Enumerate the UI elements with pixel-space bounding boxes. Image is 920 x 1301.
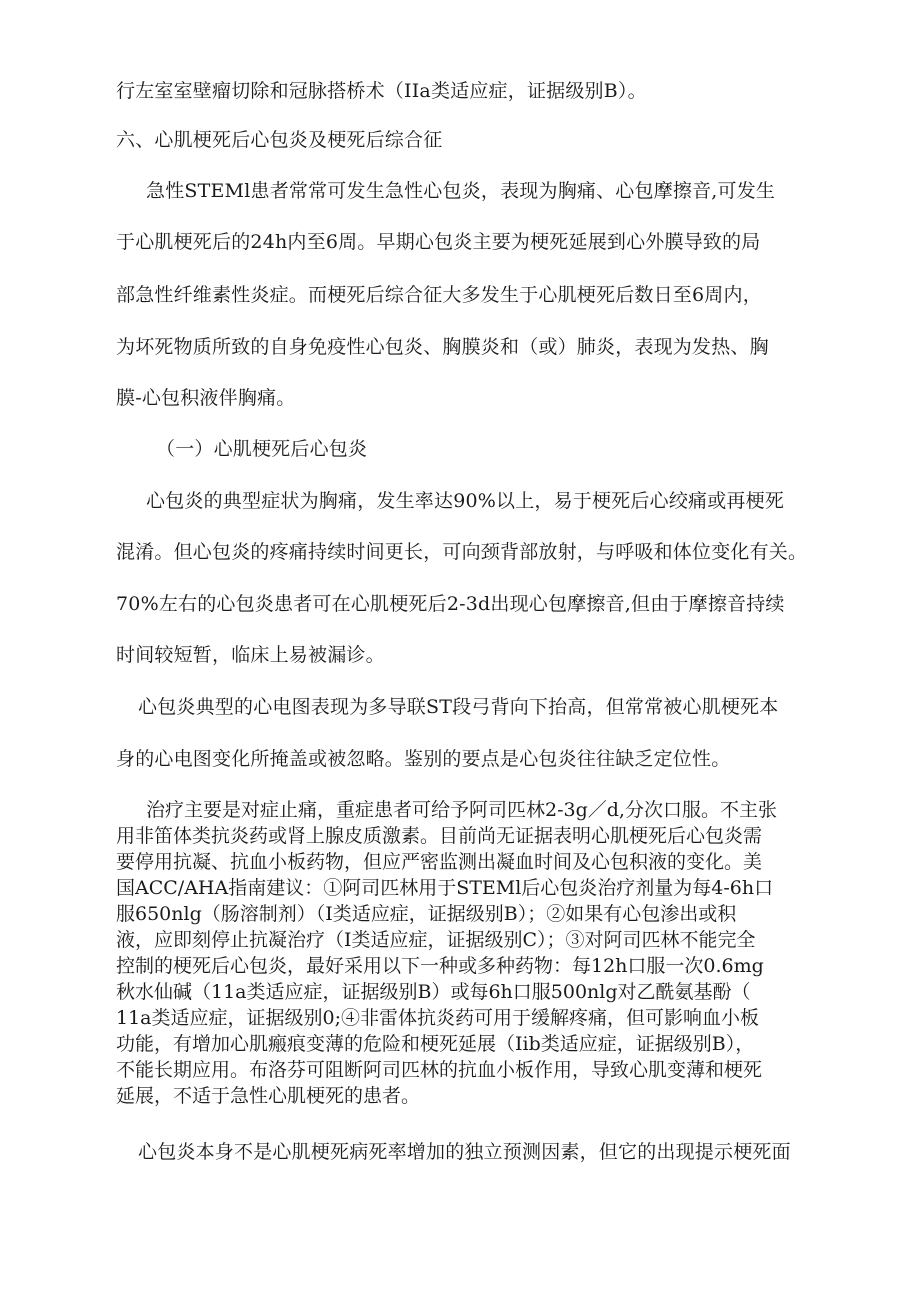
text-line: 时间较短暂，临床上易被漏诊。 bbox=[116, 644, 385, 666]
text-line: 延展，不适于急性心肌梗死的患者。 bbox=[116, 1085, 421, 1107]
text-line: 国ACC/AHA指南建议：①阿司匹林用于STEMl后心包炎治疗剂量为每4-6h口 bbox=[116, 877, 774, 899]
text-line: 控制的梗死后心包炎，最好采用以下一种或多种药物：每12h口服一次0.6mg bbox=[116, 955, 764, 977]
text-line: 70%左右的心包炎患者可在心肌梗死后2-3d出现心包摩擦音,但由于摩擦音持续 bbox=[116, 593, 785, 615]
text-line: 行左室室壁瘤切除和冠脉搭桥术（IIa类适应症，证据级别B）。 bbox=[116, 80, 647, 102]
text-line: 服650nlg（肠溶制剂）（I类适应症，证据级别B）；②如果有心包渗出或积 bbox=[116, 903, 737, 925]
text-line: 为坏死物质所致的自身免疫性心包炎、胸膜炎和（或）肺炎，表现为发热、胸 bbox=[116, 336, 769, 358]
text-line: 心包炎的典型症状为胸痛，发生率达90%以上，易于梗死后心绞痛或再梗死 bbox=[146, 490, 785, 512]
text-line: 于心肌梗死后的24h内至6周。早期心包炎主要为梗死延展到心外膜导致的局 bbox=[116, 231, 761, 253]
text-line: 心包炎典型的心电图表现为多导联ST段弓背向下抬高，但常常被心肌梗死本 bbox=[138, 696, 779, 718]
text-line: 心包炎本身不是心肌梗死病死率增加的独立预测因素，但它的出现提示梗死面 bbox=[138, 1141, 791, 1163]
text-line: 秋水仙碱（11a类适应症，证据级别B）或每6h口服500nlg对乙酰氨基酚（ bbox=[116, 981, 751, 1003]
text-line: 急性STEMl患者常常可发生急性心包炎，表现为胸痛、心包摩擦音,可发生 bbox=[146, 180, 776, 202]
text-line: 用非笛体类抗炎药或肾上腺皮质激素。目前尚无证据表明心肌梗死后心包炎需 bbox=[116, 825, 763, 847]
text-line: 身的心电图变化所掩盖或被忽略。鉴别的要点是心包炎往往缺乏定位性。 bbox=[116, 748, 731, 770]
text-line: 不能长期应用。布洛芬可阻断阿司匹林的抗血小板作用，导致心肌变薄和梗死 bbox=[116, 1059, 763, 1081]
text-line: 混淆。但心包炎的疼痛持续时间更长，可向颈背部放射，与呼吸和体位变化有关。 bbox=[116, 541, 808, 563]
text-line: 要停用抗凝、抗血小板药物，但应严密监测出凝血时间及心包积液的变化。美 bbox=[116, 851, 763, 873]
text-line: 11a类适应症，证据级别0;④非雷体抗炎药可用于缓解疼痛，但可影响血小板 bbox=[116, 1007, 759, 1029]
text-line: 部急性纤维素性炎症。而梗死后综合征大多发生于心肌梗死后数日至6周内， bbox=[116, 284, 762, 306]
text-line: 膜-心包积液伴胸痛。 bbox=[116, 387, 296, 409]
subsection-heading: （一）心肌梗死后心包炎 bbox=[156, 438, 368, 460]
text-line: 功能，有增加心肌瘢痕变薄的危险和梗死延展（Iib类适应症，证据级别B）， bbox=[116, 1033, 755, 1055]
section-heading: 六、心肌梗死后心包炎及梗死后综合征 bbox=[116, 129, 443, 151]
text-line: 液，应即刻停止抗凝治疗（I类适应症，证据级别C）；③对阿司匹林不能完全 bbox=[116, 929, 756, 951]
text-line: 治疗主要是对症止痛，重症患者可给予阿司匹林2-3g／d,分次口服。不主张 bbox=[146, 799, 777, 821]
